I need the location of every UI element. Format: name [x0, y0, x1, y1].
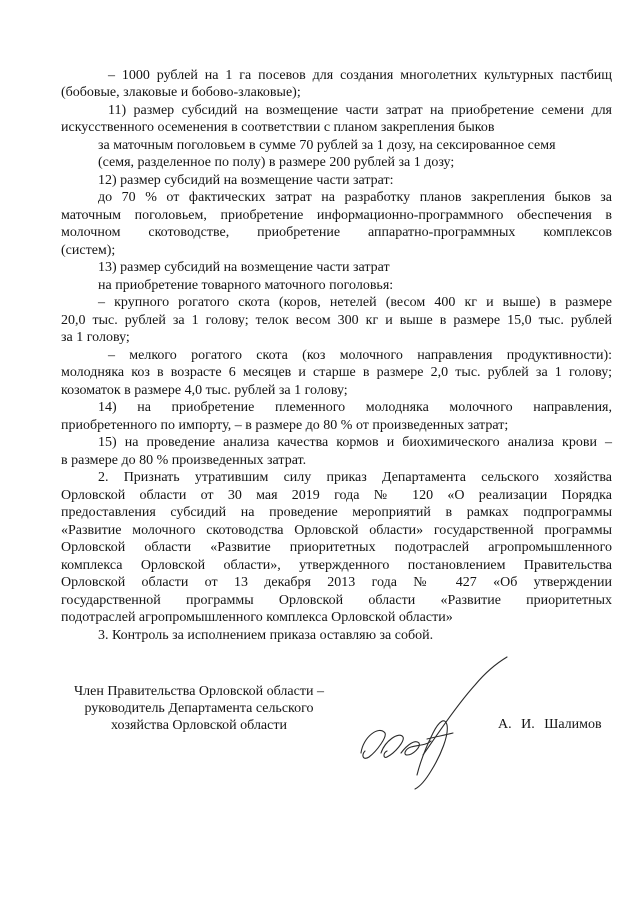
- text-line: – 1000 рублей на 1 га посевов для создания многолетних культурных пастбищ: [108, 68, 612, 83]
- text-line: Орловской области от 30 мая 2019 года № 120 «О реализации Порядка: [61, 488, 612, 503]
- text-line: на приобретение товарного маточного поголовья:: [98, 278, 394, 293]
- signatory-name: А. И. Шалимов: [498, 717, 602, 732]
- text-line: 13) размер субсидий на возмещение части затрат: [98, 260, 390, 275]
- text-line: за маточным поголовьем в сумме 70 рублей за 1 дозу, на сексированное семя: [98, 138, 556, 153]
- text-line: комплекса Орловской области», утвержденного постановлением Правительства: [61, 558, 612, 573]
- text-line: 3. Контроль за исполнением приказа оставляю за собой.: [98, 628, 434, 643]
- text-line: предоставления субсидий на проведение мероприятий в рамках подпрограммы: [61, 505, 612, 520]
- text-line: (систем);: [61, 243, 116, 258]
- text-line: 12) размер субсидий на возмещение части затрат:: [98, 173, 394, 188]
- text-line: 14) на приобретение племенного молодняка молочного направления,: [98, 400, 612, 415]
- signatory-position-line: Член Правительства Орловской области –: [74, 684, 324, 699]
- text-line: молочном скотоводстве, приобретение аппаратно-программных комплексов: [61, 225, 612, 240]
- text-line: «Развитие молочного скотоводства Орловской области» государственной программы: [61, 523, 612, 538]
- text-line: молодняка коз в возрасте 6 месяцев и старше в размере 2,0 тыс. рублей за 1 голову;: [61, 365, 612, 380]
- text-line: (семя, разделенное по полу) в размере 200 рублей за 1 дозу;: [98, 155, 455, 170]
- text-line: 20,0 тыс. рублей за 1 голову; телок весом 300 кг и выше в размере 15,0 тыс. рублей: [61, 313, 612, 328]
- text-line: козоматок в размере 4,0 тыс. рублей за 1 голову;: [61, 383, 348, 398]
- text-line: Орловской области «Развитие приоритетных подотраслей агропромышленного: [61, 540, 612, 555]
- text-line: искусственного осеменения в соответствии с планом закрепления быков: [61, 120, 495, 135]
- text-line: до 70 % от фактических затрат на разработку планов закрепления быков за: [98, 190, 612, 205]
- text-line: – мелкого рогатого скота (коз молочного направления продуктивности):: [108, 348, 612, 363]
- text-line: приобретенного по импорту, – в размере до 80 % от произведенных затрат;: [61, 418, 509, 433]
- text-line: 15) на проведение анализа качества кормов и биохимического анализа крови –: [98, 435, 612, 450]
- signatory-position-line: хозяйства Орловской области: [111, 718, 287, 733]
- text-line: – крупного рогатого скота (коров, нетелей (весом 400 кг и выше) в размере: [98, 295, 612, 310]
- signatory-position-line: руководитель Департамента сельского: [84, 701, 314, 716]
- text-line: 2. Признать утратившим силу приказ Департамента сельского хозяйства: [98, 470, 612, 485]
- text-line: в размере до 80 % произведенных затрат.: [61, 453, 307, 468]
- text-line: государственной программы Орловской области «Развитие приоритетных: [61, 593, 612, 608]
- text-line: 11) размер субсидий на возмещение части затрат на приобретение семени для: [108, 103, 612, 118]
- text-line: маточным поголовьем, приобретение информационно-программного обеспечения в: [61, 208, 612, 223]
- text-line: (бобовые, злаковые и бобово-злаковые);: [61, 85, 301, 100]
- text-line: Орловской области от 13 декабря 2013 года № 427 «Об утверждении: [61, 575, 612, 590]
- handwritten-signature: [357, 655, 517, 795]
- text-line: подотраслей агропромышленного комплекса Орловской области»: [61, 610, 453, 625]
- text-line: за 1 голову;: [61, 330, 130, 345]
